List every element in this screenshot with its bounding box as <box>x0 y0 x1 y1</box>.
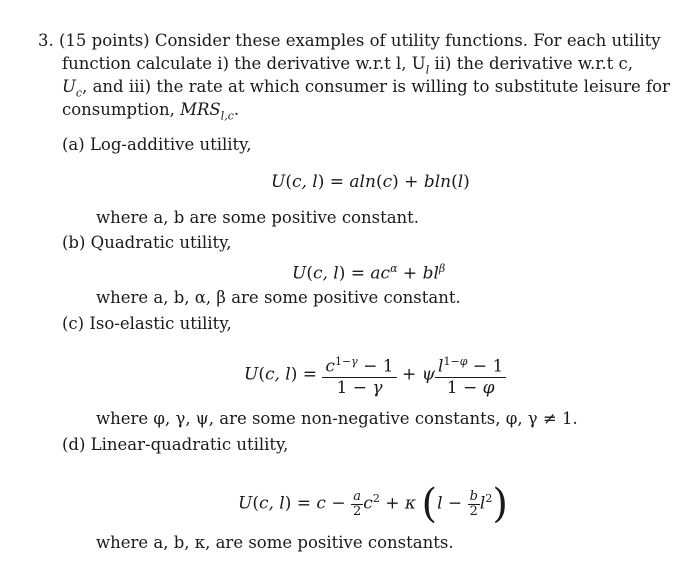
question-line-2: function calculate i) the derivative w.r.t l, $U_l$ ii) the derivative w.r.t c, <box>62 54 633 77</box>
part-c-where: where φ, γ, ψ, are some non-negative constants, φ, γ ≠ 1. <box>96 409 578 428</box>
question-line-3: $U_c$, and iii) the rate at which consumer is willing to substitute leisure for <box>62 77 670 100</box>
part-d-label: (d) Linear-quadratic utility, <box>62 435 289 454</box>
part-b-label: (b) Quadratic utility, <box>62 233 232 252</box>
part-c-equation: U(c, l) = $\frac{c^{1-\gamma} - 1}{1 - \gamma}$ + ψ $\frac{l^{1-\varphi} - 1}{1 - \varphi}$ <box>244 352 506 398</box>
part-a-label: (a) Log-additive utility, <box>62 135 252 154</box>
part-b-where: where a, b, α, β are some positive constant. <box>96 288 461 307</box>
question-line-1: 3. (15 points) Consider these examples of utility functions. For each utility <box>38 31 661 50</box>
part-b-equation: U(c, $l) = ac^\alpha + bl^\beta$ <box>292 262 446 284</box>
part-d-equation: U(c, l) = c − $\frac{a}{2}$ $c^2 + \kappa$ (l − $\frac{b}{2}$ $l^2$) <box>238 481 508 527</box>
question-line-4: consumption, $MRS_{l,c}$. <box>62 100 240 123</box>
part-c-label: (c) Iso-elastic utility, <box>62 314 232 333</box>
part-d-where: where a, b, κ, are some positive constants. <box>96 533 454 552</box>
part-a-equation: U(c, l) = aln(c) + bln(l) <box>271 172 470 192</box>
part-a-where: where a, b are some positive constant. <box>96 208 420 227</box>
